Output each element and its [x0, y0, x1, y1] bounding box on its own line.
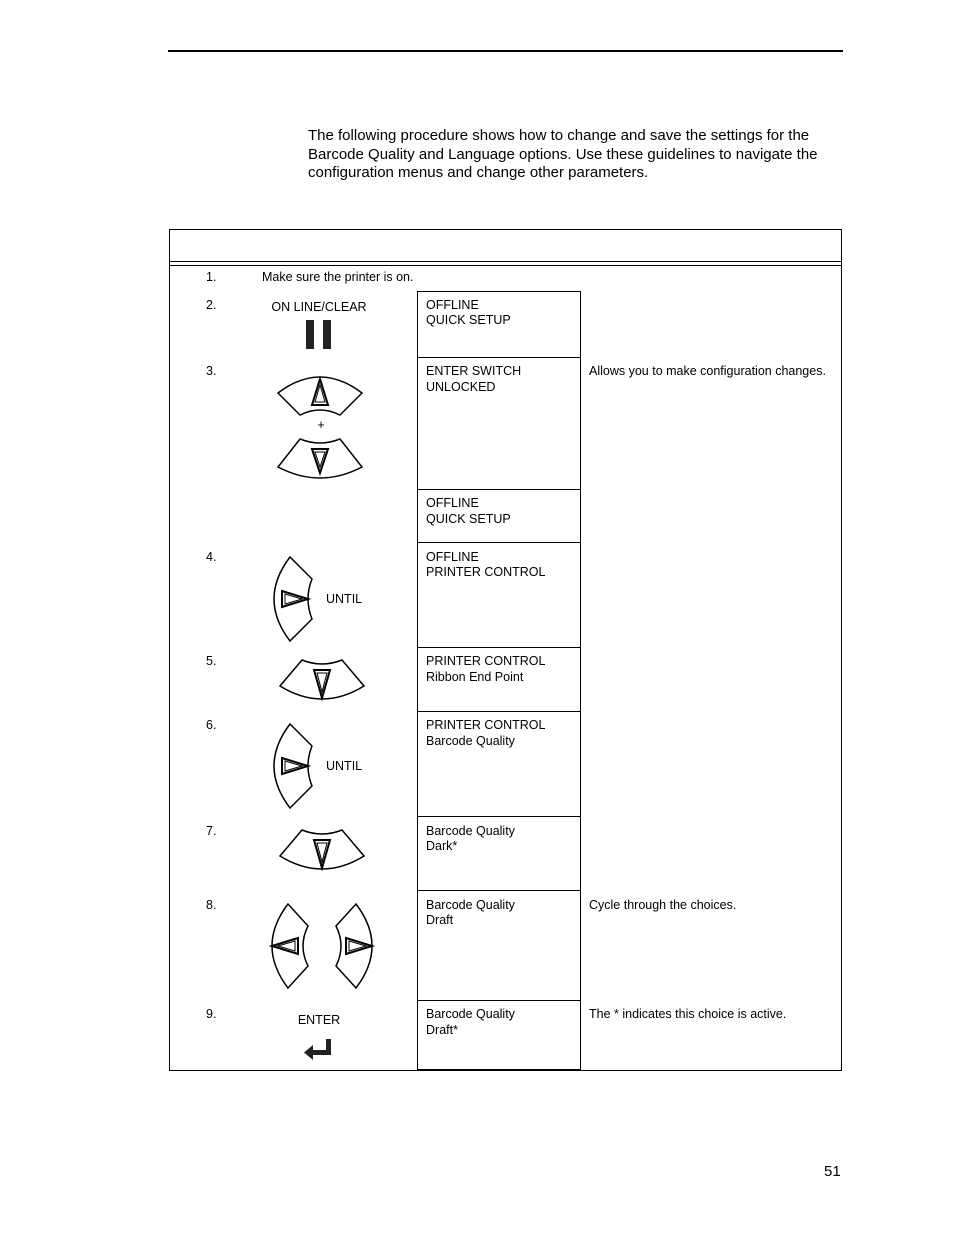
display-divider — [417, 647, 581, 648]
step-number: 9. — [206, 1007, 217, 1021]
step-number: 3. — [206, 364, 217, 378]
step-action: Make sure the printer is on. — [262, 270, 414, 284]
display-divider — [417, 489, 581, 490]
display-line: OFFLINE — [426, 550, 479, 564]
display-divider — [417, 542, 581, 543]
right-arrow-key-icon — [268, 555, 318, 643]
step-note: Allows you to make configuration changes. — [589, 364, 826, 378]
left-right-arrow-keys-icon — [264, 902, 382, 990]
until-label: UNTIL — [326, 759, 363, 773]
display-line: Barcode Quality — [426, 824, 515, 838]
pause-icon — [304, 318, 334, 350]
display-line: Barcode Quality — [426, 1007, 515, 1021]
step-number: 1. — [206, 270, 217, 284]
display-line: PRINTER CONTROL — [426, 718, 546, 732]
display-line: Dark* — [426, 839, 458, 853]
key-label: ENTER — [297, 1013, 341, 1027]
step-number: 4. — [206, 550, 217, 564]
display-line: Barcode Quality — [426, 898, 515, 912]
down-arrow-key-icon — [278, 826, 366, 876]
display-line: PRINTER CONTROL — [426, 565, 546, 579]
display-line: ENTER SWITCH — [426, 364, 522, 378]
plus-sign: + — [317, 418, 325, 432]
header-rule — [168, 50, 843, 52]
display-line: QUICK SETUP — [426, 512, 511, 526]
step-number: 5. — [206, 654, 217, 668]
display-line: OFFLINE — [426, 298, 479, 312]
display-divider — [417, 1069, 581, 1070]
table-header-rule — [170, 265, 841, 266]
key-label: ON LINE/CLEAR — [271, 300, 367, 314]
step-number: 6. — [206, 718, 217, 732]
enter-icon — [302, 1037, 334, 1061]
table-header-rule — [170, 261, 841, 262]
until-label: UNTIL — [326, 592, 363, 606]
display-line: PRINTER CONTROL — [426, 654, 546, 668]
step-note: The * indicates this choice is active. — [589, 1007, 787, 1021]
display-line: OFFLINE — [426, 496, 479, 510]
display-divider — [417, 816, 581, 817]
display-line: QUICK SETUP — [426, 313, 511, 327]
step-note: Cycle through the choices. — [589, 898, 737, 912]
display-line: Draft — [426, 913, 454, 927]
intro-paragraph: The following procedure shows how to change and save the settings for the Barcode Quality and Language options. Use these guidelines to navigate the configuration menus and change other parameters. — [308, 127, 818, 181]
display-line: Ribbon End Point — [426, 670, 524, 684]
step-number: 2. — [206, 298, 217, 312]
display-divider — [417, 357, 581, 358]
display-divider — [417, 890, 581, 891]
display-line: Draft* — [426, 1023, 458, 1037]
step-number: 7. — [206, 824, 217, 838]
display-line: UNLOCKED — [426, 380, 496, 394]
step-number: 8. — [206, 898, 217, 912]
page-number: 51 — [824, 1163, 841, 1180]
down-arrow-key-icon — [278, 656, 366, 706]
display-divider — [417, 1000, 581, 1001]
display-divider — [417, 711, 581, 712]
display-line: Barcode Quality — [426, 734, 515, 748]
display-divider — [417, 291, 581, 292]
right-arrow-key-icon — [268, 722, 318, 810]
